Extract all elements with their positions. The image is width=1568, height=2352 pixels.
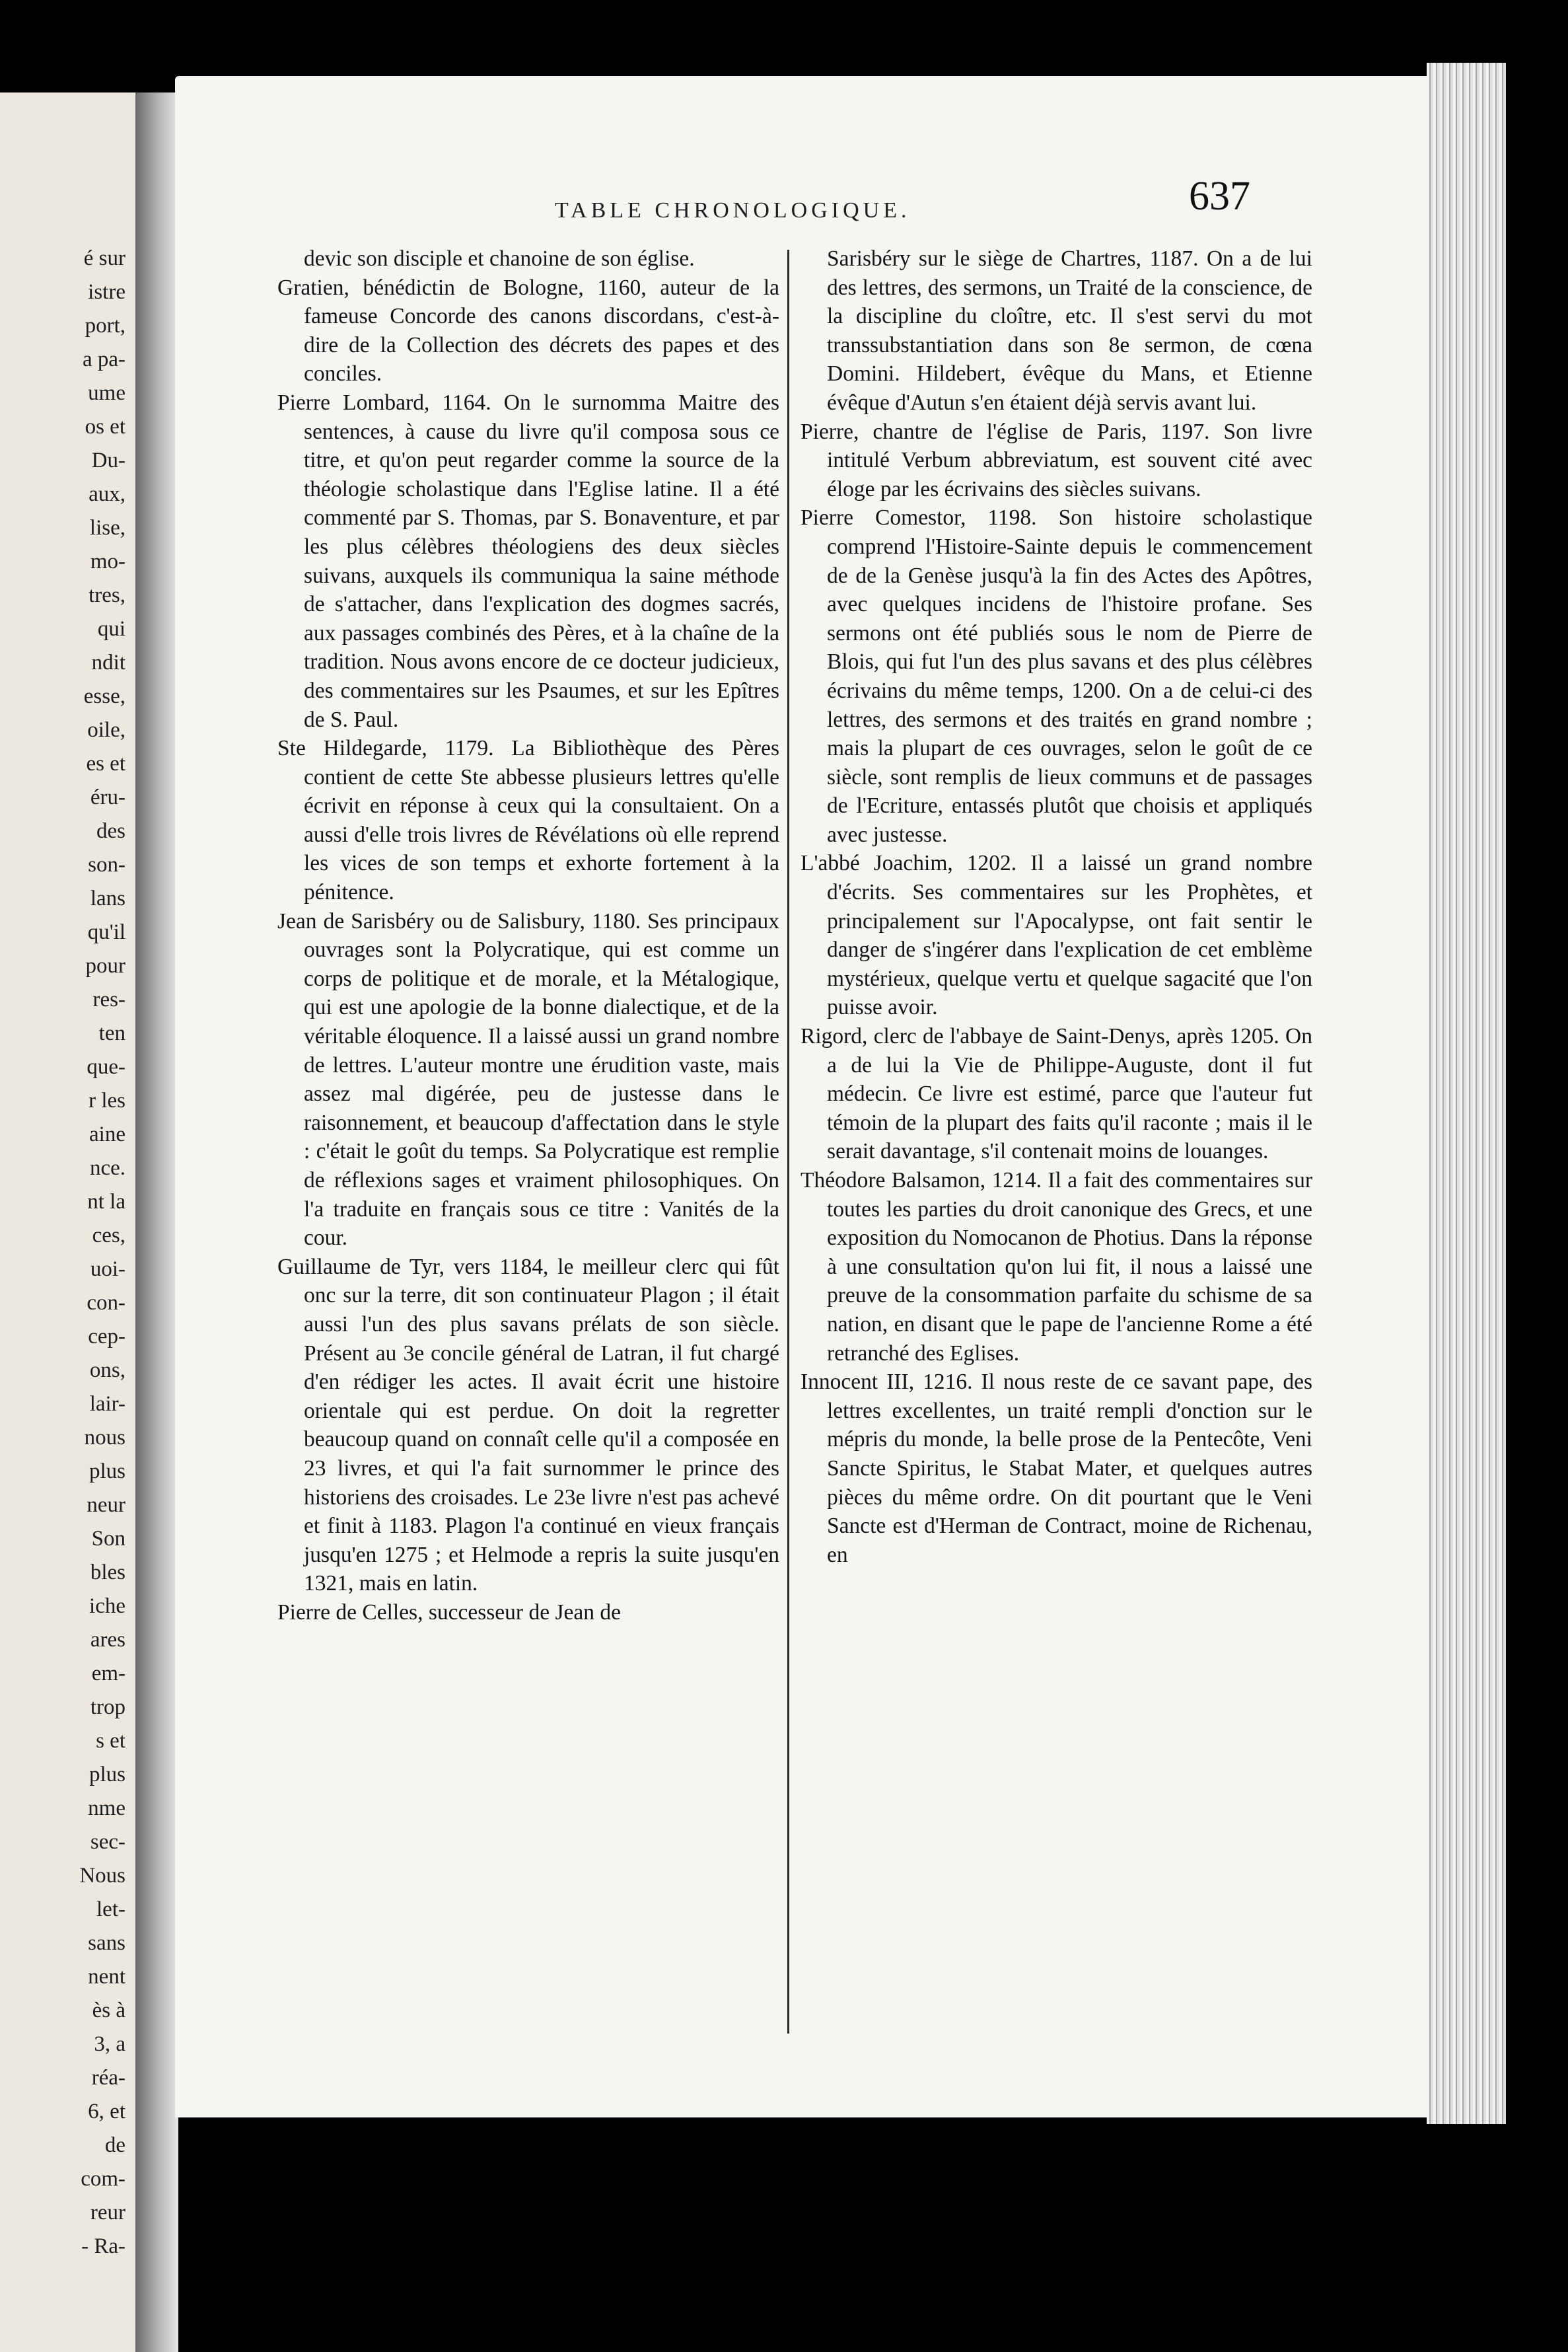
chronology-entry: Gratien, bénédictin de Bologne, 1160, auteur de la fameuse Concorde des canons discordans, c'est-à-dire de la Collection des décrets des papes et des conciles. (277, 275, 779, 386)
left-page-fragment: Son (91, 1527, 125, 1551)
left-page-fragment: ès à (92, 1999, 125, 2022)
left-page-fragment: lair- (89, 1392, 125, 1416)
left-page-fragment: de (104, 2133, 125, 2157)
left-page-fragment: Du- (91, 449, 125, 472)
book-gutter (135, 92, 178, 2352)
chronology-entry: Sarisbéry sur le siège de Chartres, 1187. On a de lui des lettres, des sermons, un Traité de la conscience, de la discipline du cloître, etc. Il s'est servi du mot transsubstantiation dans son 8e sermon, de cœna Domini. Hildebert, évêque du Mans, et Etienne évêque d'Autun s'en étaient déjà servis avant lui. (827, 246, 1312, 415)
left-page-fragment: lans (90, 887, 125, 910)
left-page-fragment: es et (86, 752, 125, 776)
left-page-fragment: iche (89, 1594, 125, 1618)
left-page-fragment: esse, (83, 684, 125, 708)
column-rule (787, 250, 789, 2034)
right-column (801, 244, 1312, 1569)
left-page-fragment: istre (88, 280, 125, 304)
left-page-fragment: son- (88, 853, 125, 877)
chronology-entry: Guillaume de Tyr, vers 1184, le meilleur clerc qui fût onc sur la terre, dit son continuateur Plagon ; il était aussi l'un des plus savans prélats de son siècle. Présent au 3e concile général de Latran, il fut chargé d'en rédiger les actes. Il avait écrit une histoire orientale qui est perdue. On doit la regretter beaucoup quand on connaît celle qu'il a composée en 23 livres, et qui l'a fait surnommer le prince des historiens des croisades. Le 23e livre n'est pas achevé et finit à 1183. Plagon l'a continué en vieux français jusqu'en 1275 ; et Helmode a repris la suite jusqu'en 1321, mais en latin. (277, 1254, 779, 1596)
left-page-fragment: des (96, 819, 125, 843)
left-page-fragment: qu'il (87, 920, 125, 944)
left-page-fragment: a pa- (82, 348, 125, 371)
left-page-fragment: ons, (89, 1358, 125, 1382)
left-page-fragment: uoi- (90, 1257, 125, 1281)
left-page-fragment: qui (97, 617, 125, 641)
left-page-fragment: os et (85, 415, 125, 439)
chronology-entry: Jean de Sarisbéry ou de Salisbury, 1180. Ses principaux ouvrages sont la Polycratique, qui est comme un corps de politique et de morale, et la Métalogique, qui est une apologie de la bonne dialectique, et de la véritable éloquence. Il a laissé aussi un grand nombre de lettres. L'auteur montre une érudition vaste, mais assez mal digérée, peu de justesse dans le raisonnement, et beaucoup d'affectation dans le style : c'était le goût du temps. Sa Polycratique est remplie de réflexions sages et vraiment philosophiques. On l'a traduite en français sous ce titre : Vanités de la cour. (277, 908, 779, 1251)
left-page-fragment: é sur (83, 246, 125, 270)
left-page-fragment: neur (87, 1493, 125, 1517)
left-page-fragment: tres, (89, 583, 125, 607)
left-page-fragment: aux, (89, 482, 125, 506)
chronology-entry: Innocent III, 1216. Il nous reste de ce savant pape, des lettres excellentes, un traité rempli d'onction sur le mépris du monde, la belle prose de la Pentecôte, Veni Sancte Spiritus, le Stabat Mater, et quelques autres pièces du même ordre. On dit pourtant que le Veni Sancte est d'Herman de Contract, moine de Richenau, en (801, 1370, 1312, 1567)
left-page-fragment: que- (87, 1055, 125, 1079)
left-page-fragment: reur (90, 2201, 125, 2224)
left-page-fragment: mo- (90, 550, 125, 573)
chronology-entry: L'abbé Joachim, 1202. Il a laissé un grand nombre d'écrits. Ses commentaires sur les Prophètes, et principalement sur l'Apocalypse, ont fait sentir le danger de s'ingérer dans l'explication de cet emblème mystérieux, quelque vertu et quelque sagacité que l'on puisse avoir. (801, 851, 1312, 1020)
left-page-fragment: ares (90, 1628, 125, 1652)
left-page-fragment: réa- (91, 2066, 125, 2090)
chronology-entry: Pierre Comestor, 1198. Son histoire scholastique comprend l'Histoire-Sainte depuis le commencement de de la Genèse jusqu'à la fin des Actes des Apôtres, avec quelques incidens de l'histoire profane. Ses sermons ont été publiés sous le nom de Pierre de Blois, qui fut l'un des plus savans et des plus célèbres écrivains du même temps, 1200. On a de celui-ci des lettres, des sermons et des traités en grand nombre ; mais la plupart de ces ouvrages, selon le goût de ce siècle, sont remplis de lieux communs et de passages de l'Ecriture, entassés plutôt que choisis et appliqués avec justesse. (801, 505, 1312, 847)
left-page-fragment: cep- (88, 1325, 125, 1348)
left-page-fragment: ume (88, 381, 125, 405)
chronology-entry: Pierre, chantre de l'église de Paris, 1197. Son livre intitulé Verbum abbreviatum, est souvent cité avec éloge par les écrivains des siècles suivans. (801, 419, 1312, 501)
left-page-fragment: - Ra- (81, 2234, 125, 2258)
left-page-fragment: sec- (90, 1830, 125, 1854)
left-page-fragment: trop (90, 1695, 125, 1719)
page-number: 637 (1189, 174, 1250, 219)
left-page-fragment: nous (84, 1426, 125, 1450)
chronology-entry: Pierre Lombard, 1164. On le surnomma Maitre des sentences, à cause du livre qu'il composa sous ce titre, et qu'on peut regarder comme la source de la théologie scholastique dans l'Eglise latine. Il a été commenté par S. Thomas, par S. Bonaventure, et par les plus célèbres théologiens des deux siècles suivans, auxquels ils communiqua la saine méthode de s'attacher, dans l'explication des dogmes sacrés, aux passages combinés des Pères, et à la chaîne de la tradition. Nous avons encore de ce docteur judicieux, des commentaires sur les Psaumes, et sur les Epîtres de S. Paul. (277, 390, 779, 732)
left-page-fragment: aine (89, 1122, 125, 1146)
page-stack-edge (1427, 63, 1506, 2124)
left-column (277, 244, 779, 1627)
left-page-fragment: em- (91, 1662, 125, 1685)
left-page-fragment: port, (85, 314, 125, 338)
left-page-fragment: res- (92, 988, 125, 1011)
left-page-fragment: lise, (89, 516, 125, 540)
left-page-fragment: con- (87, 1291, 125, 1315)
left-page-fragment: éru- (90, 786, 125, 809)
chronology-entry: devic son disciple et chanoine de son église. (304, 246, 695, 271)
left-page-fragment: ten (98, 1021, 125, 1045)
left-page-fragment: let- (96, 1897, 125, 1921)
left-page-fragment: bles (90, 1561, 125, 1584)
left-page-fragment: com- (81, 2167, 125, 2191)
left-page-fragment: oile, (87, 718, 125, 742)
chronology-entry: Théodore Balsamon, 1214. Il a fait des commentaires sur toutes les parties du droit canonique des Grecs, et une exposition du Nomocanon de Photius. Dans la réponse à une consultation qu'on lui fit, il nous a laissé une preuve de la consommation parfaite du schisme de sa nation, en disant que le pape de l'ancienne Rome a été retranché des Eglises. (801, 1168, 1312, 1366)
left-page-fragment: plus (89, 1459, 125, 1483)
chronology-entry: Rigord, clerc de l'abbaye de Saint-Denys, après 1205. On a de lui la Vie de Philippe-Auguste, dont il fut médecin. Ce livre est estimé, parce que l'auteur fut témoin de la plupart des faits qu'il raconte ; mais il le serait davantage, s'il contenait moins de louanges. (801, 1024, 1312, 1164)
left-page-fragment: 6, et (88, 2100, 125, 2123)
left-page-edge (0, 92, 135, 2352)
left-page-fragment: r les (89, 1089, 125, 1113)
chronology-entry: Pierre de Celles, successeur de Jean de (277, 1599, 621, 1625)
left-page-fragment: 3, a (94, 2032, 125, 2056)
left-page-fragment: nt la (87, 1190, 125, 1214)
left-page-fragment: nent (88, 1965, 125, 1989)
left-page-fragment: nce. (89, 1156, 125, 1180)
left-page-fragment: ndit (91, 651, 125, 675)
left-page-fragment: sans (88, 1931, 125, 1955)
chronology-entry: Ste Hildegarde, 1179. La Bibliothèque des Pères contient de cette Ste abbesse plusieurs lettres qu'elle écrivit en réponse à ceux qui la consultaient. On a aussi d'elle trois livres de Révélations où elle reprend les vices de son temps et exhorte fortement à la pénitence. (277, 736, 779, 905)
left-page-fragment: pour (85, 954, 125, 978)
left-page-fragment: nme (88, 1796, 125, 1820)
left-page-fragment: plus (89, 1763, 125, 1786)
running-title: TABLE CHRONOLOGIQUE. (555, 198, 911, 223)
left-page-fragment: s et (96, 1729, 125, 1753)
left-page-fragment: ces, (92, 1224, 125, 1247)
left-page-fragment: Nous (79, 1864, 125, 1888)
